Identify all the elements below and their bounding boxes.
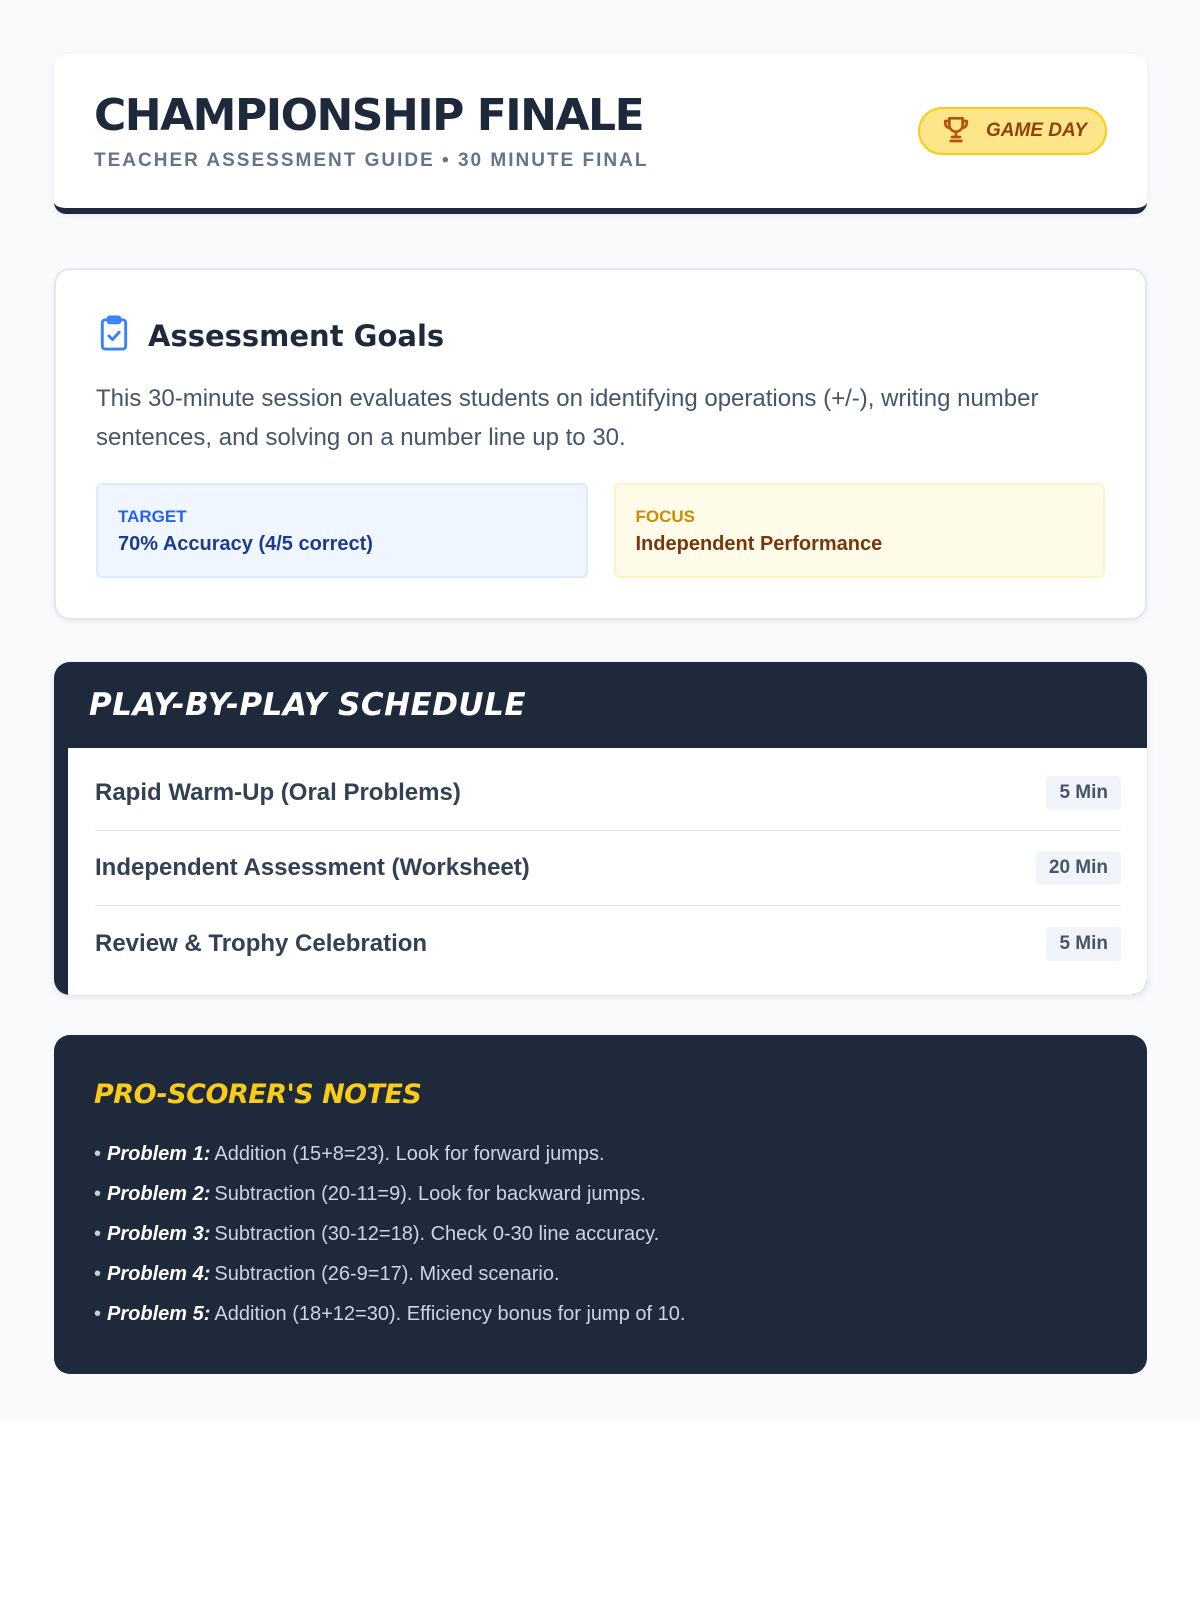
notes-title: PRO-SCORER'S NOTES: [94, 1079, 422, 1110]
note-item: [94, 1214, 1107, 1254]
schedule-row: [95, 831, 1121, 906]
note-text: Subtraction (26-9=17). Mixed scenario.: [214, 1263, 560, 1285]
note-text: Subtraction (30-12=18). Check 0-30 line accuracy.: [214, 1223, 660, 1245]
schedule-row-time: 5 Min: [1046, 927, 1121, 961]
scorer-notes-card: [54, 1035, 1147, 1374]
target-label: TARGET: [118, 507, 187, 526]
schedule-row: [95, 906, 1121, 981]
note-item: [94, 1134, 1107, 1174]
page-subtitle: TEACHER ASSESSMENT GUIDE • 30 MINUTE FINAL: [94, 150, 649, 171]
note-text: Addition (15+8=23). Look for forward jumps.: [214, 1143, 605, 1165]
schedule-row-label: Independent Assessment (Worksheet): [95, 854, 530, 881]
note-text: Addition (18+12=30). Efficiency bonus for jump of 10.: [214, 1303, 686, 1325]
note-item: [94, 1294, 1107, 1334]
bullet-icon: •: [94, 1143, 102, 1165]
note-label: Problem 4:: [107, 1263, 211, 1285]
bullet-icon: •: [94, 1263, 102, 1285]
bullet-icon: •: [94, 1183, 102, 1205]
focus-box: [614, 483, 1106, 578]
focus-value: Independent Performance: [635, 533, 883, 555]
note-item: [94, 1254, 1107, 1294]
focus-label: FOCUS: [635, 507, 695, 526]
note-label: Problem 3:: [107, 1223, 211, 1245]
header-text: [94, 90, 648, 172]
target-value: 70% Accuracy (4/5 correct): [118, 533, 373, 555]
trophy-icon: [940, 113, 972, 150]
assessment-goals-card: [54, 268, 1147, 620]
schedule-row-time: 5 Min: [1046, 776, 1121, 810]
schedule-row-label: Review & Trophy Celebration: [95, 929, 428, 957]
schedule-list: [68, 748, 1147, 995]
bullet-icon: •: [94, 1303, 102, 1325]
clipboard-check-icon: [96, 314, 132, 357]
target-box: [96, 483, 588, 578]
goals-heading: [96, 314, 1105, 357]
page-title: CHAMPIONSHIP FINALE: [94, 90, 644, 141]
schedule-row-time: 20 Min: [1036, 851, 1121, 885]
goal-boxes: [96, 483, 1105, 578]
note-label: Problem 2:: [107, 1183, 211, 1205]
schedule-card: [54, 662, 1147, 995]
schedule-title: PLAY-BY-PLAY SCHEDULE: [89, 687, 527, 723]
note-label: Problem 1:: [107, 1143, 211, 1165]
bullet-icon: •: [94, 1223, 102, 1245]
note-item: [94, 1174, 1107, 1214]
goals-description: This 30-minute session evaluates students on identifying operations (+/-), writing number sentences, and solving on a number line up to 30.: [96, 385, 1039, 451]
note-label: Problem 5:: [107, 1303, 211, 1325]
badge-label: GAME DAY: [986, 120, 1087, 141]
goals-title: Assessment Goals: [148, 318, 445, 353]
schedule-row: [95, 756, 1121, 831]
game-day-badge: [918, 107, 1107, 155]
header-card: [54, 54, 1147, 214]
schedule-row-label: Rapid Warm-Up (Oral Problems): [95, 779, 461, 806]
note-text: Subtraction (20-11=9). Look for backward jumps.: [214, 1183, 646, 1205]
notes-list: [94, 1134, 1107, 1334]
schedule-header: [68, 662, 1147, 748]
